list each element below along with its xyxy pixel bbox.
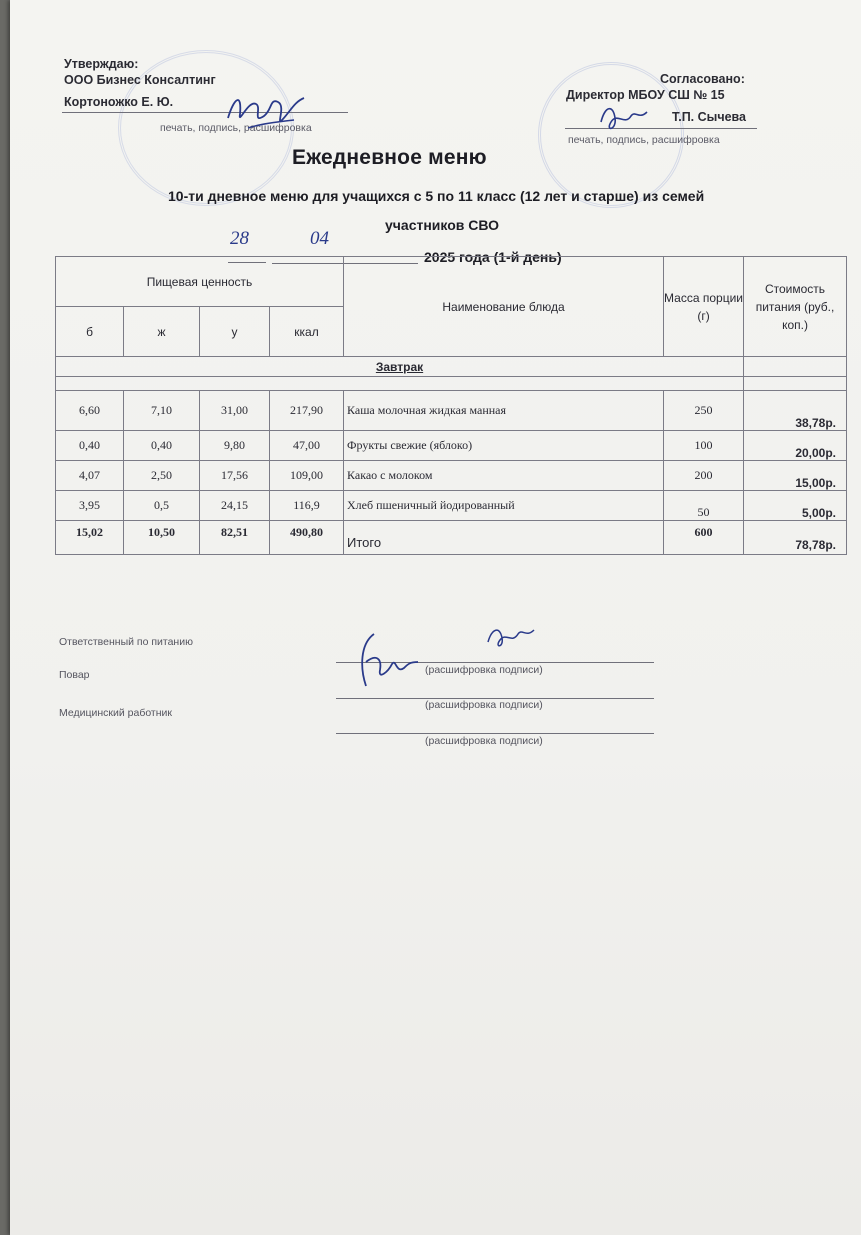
cell-zh: 0,5 bbox=[124, 491, 200, 521]
cell-u: 31,00 bbox=[200, 391, 270, 431]
cell-zh: 2,50 bbox=[124, 461, 200, 491]
col-zh-header: ж bbox=[124, 307, 200, 357]
approve-person: Кортоножко Е. Ю. bbox=[64, 95, 174, 109]
cell-u: 9,80 bbox=[200, 431, 270, 461]
cell-kcal: 109,00 bbox=[270, 461, 344, 491]
date-day: 28 bbox=[230, 228, 249, 249]
cell-name: Какао с молоком bbox=[344, 461, 664, 491]
cell-cost: 38,78р. bbox=[744, 391, 847, 431]
mass-header: Масса порции (г) bbox=[664, 257, 744, 357]
subtitle-line-2: участников СВО bbox=[385, 217, 500, 233]
empty-cell bbox=[744, 357, 847, 377]
total-mass: 600 bbox=[664, 521, 744, 555]
resp-label: Ответственный по питанию bbox=[59, 636, 193, 648]
col-kcal-header: ккал bbox=[270, 307, 344, 357]
cell-u: 24,15 bbox=[200, 491, 270, 521]
total-zh: 10,50 bbox=[124, 521, 200, 555]
cook-decode: (расшифровка подписи) bbox=[425, 699, 543, 711]
cell-u: 17,56 bbox=[200, 461, 270, 491]
cell-zh: 7,10 bbox=[124, 391, 200, 431]
table-row bbox=[56, 431, 847, 461]
cook-signature bbox=[352, 628, 422, 698]
subtitle-line-1: 10-ти дневное меню для учащихся с 5 по 11 класс (12 лет и старше) из семей bbox=[168, 188, 705, 204]
agree-signature bbox=[595, 98, 655, 138]
cell-b: 6,60 bbox=[56, 391, 124, 431]
cell-name: Фрукты свежие (яблоко) bbox=[344, 431, 664, 461]
cell-cost: 5,00р. bbox=[744, 491, 847, 521]
medic-line bbox=[336, 733, 654, 734]
cell-b: 0,40 bbox=[56, 431, 124, 461]
cell-cost: 15,00р. bbox=[744, 461, 847, 491]
menu-table bbox=[55, 256, 847, 555]
date-rest: 2025 года (1-й день) bbox=[424, 249, 562, 265]
cell-mass: 200 bbox=[664, 461, 744, 491]
medic-decode: (расшифровка подписи) bbox=[425, 735, 543, 747]
cost-header: Стоимость питания (руб., коп.) bbox=[744, 257, 847, 357]
resp-decode: (расшифровка подписи) bbox=[425, 664, 543, 676]
cell-name: Хлеб пшеничный йодированный bbox=[344, 491, 664, 521]
agree-heading: Согласовано: bbox=[660, 72, 745, 86]
cook-label: Повар bbox=[59, 669, 90, 681]
medic-label: Медицинский работник bbox=[59, 707, 173, 719]
agree-caption: печать, подпись, расшифровка bbox=[568, 134, 720, 146]
empty-cell bbox=[744, 377, 847, 391]
cell-mass: 100 bbox=[664, 431, 744, 461]
total-b: 15,02 bbox=[56, 521, 124, 555]
spacer-row bbox=[56, 377, 744, 391]
section-label: Завтрак bbox=[375, 359, 424, 374]
date-month: 04 bbox=[310, 228, 329, 249]
table-row bbox=[56, 461, 847, 491]
cell-zh: 0,40 bbox=[124, 431, 200, 461]
agree-position: Директор МБОУ СШ № 15 bbox=[566, 88, 725, 102]
agree-person: Т.П. Сычева bbox=[672, 110, 747, 124]
cell-b: 4,07 bbox=[56, 461, 124, 491]
cell-kcal: 116,9 bbox=[270, 491, 344, 521]
name-header: Наименование блюда bbox=[344, 257, 664, 357]
resp-signature bbox=[480, 618, 540, 658]
col-u-header: у bbox=[200, 307, 270, 357]
total-row bbox=[56, 521, 847, 555]
approve-signature bbox=[220, 80, 310, 140]
cell-kcal: 47,00 bbox=[270, 431, 344, 461]
total-cost: 78,78р. bbox=[744, 521, 847, 555]
cell-b: 3,95 bbox=[56, 491, 124, 521]
nutrition-header: Пищевая ценность bbox=[56, 257, 344, 307]
agree-line bbox=[565, 128, 757, 129]
total-label: Итого bbox=[344, 521, 664, 555]
total-kcal: 490,80 bbox=[270, 521, 344, 555]
cell-name: Каша молочная жидкая манная bbox=[344, 391, 664, 431]
cell-mass: 250 bbox=[664, 391, 744, 431]
cell-kcal: 217,90 bbox=[270, 391, 344, 431]
document-page bbox=[10, 0, 861, 1235]
approve-heading: Утверждаю: bbox=[64, 57, 139, 71]
cell-cost: 20,00р. bbox=[744, 431, 847, 461]
approve-org: ООО Бизнес Консалтинг bbox=[64, 73, 216, 87]
col-b-header: б bbox=[56, 307, 124, 357]
cell-mass: 50 bbox=[664, 491, 744, 521]
total-u: 82,51 bbox=[200, 521, 270, 555]
table-row bbox=[56, 491, 847, 521]
page-title: Ежедневное меню bbox=[292, 146, 487, 169]
section-breakfast bbox=[56, 357, 744, 377]
table-row bbox=[56, 391, 847, 431]
approve-caption: печать, подпись, расшифровка bbox=[160, 122, 312, 134]
